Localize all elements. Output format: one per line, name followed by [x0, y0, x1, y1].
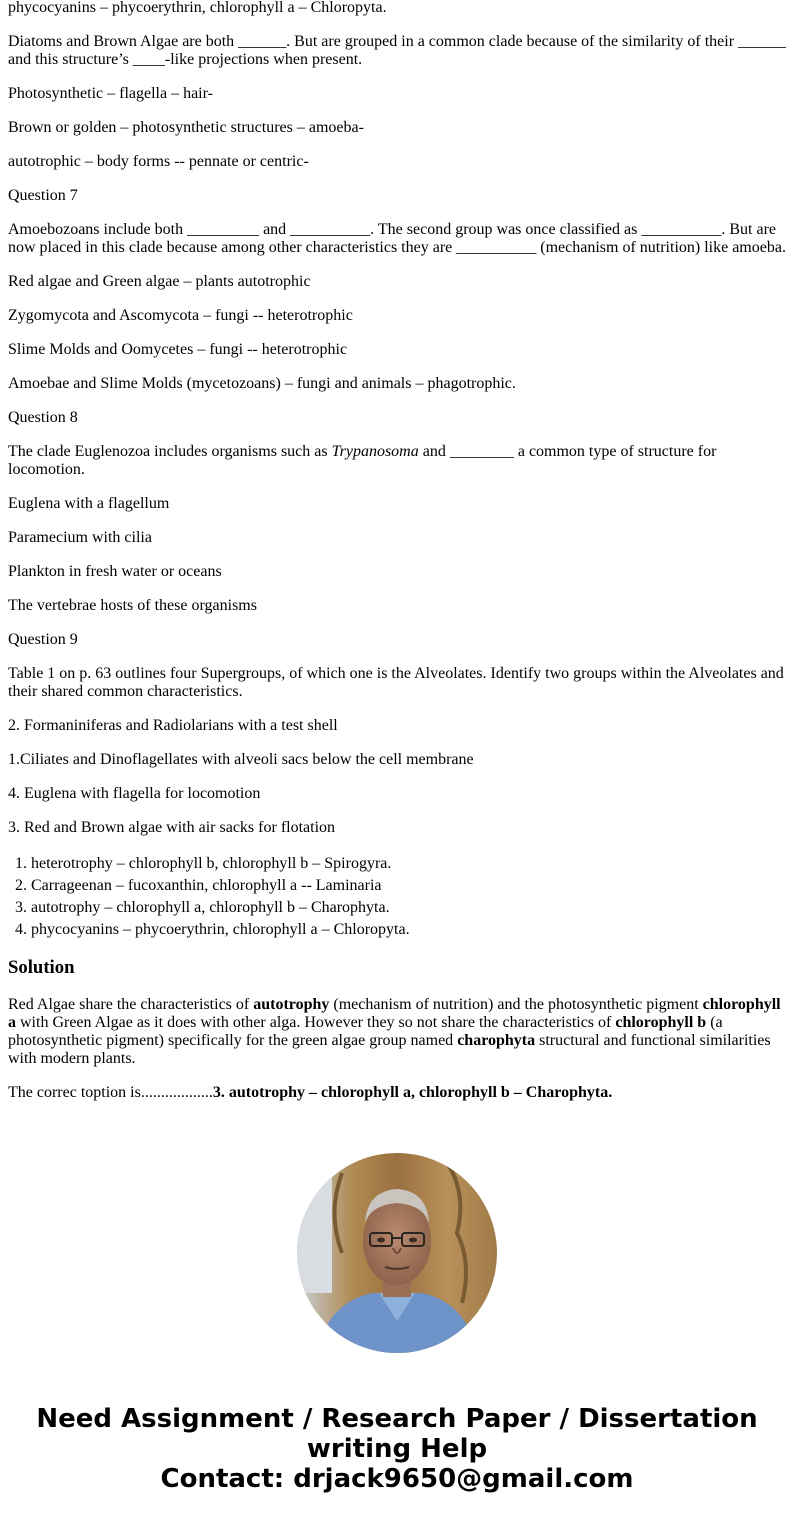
q8-option: Plankton in fresh water or oceans [8, 563, 222, 580]
q9-option: 3. Red and Brown algae with air sacks for flotation [8, 819, 336, 836]
solution-text: (a photosynthetic pigment) specifically for the green algae group named [8, 1014, 723, 1049]
q6-option: autotrophic – body forms -- pennate or centric- [8, 153, 309, 170]
document-body [8, 0, 788, 1118]
q9-option: 2. Formaniniferas and Radiolarians with a test shell [8, 717, 338, 734]
correct-option-label: The correc toption is.................. [8, 1084, 213, 1101]
solution-emphasis: autotrophy [253, 996, 330, 1013]
q7-question-text: Amoebozoans include both _________ and __________. The second group was once classified as __________. But are now placed in this clade because among other characteristics they are __________ (mechanism of nutrition) like amoeba. [8, 221, 786, 256]
promo-line-1: Need Assignment / Research Paper / Dissertation [36, 1404, 758, 1434]
q9-heading: Question 9 [8, 631, 78, 648]
answer-option: 3. autotrophy – chlorophyll a, chlorophyll b – Charophyta. [31, 897, 788, 919]
solution-emphasis: chlorophyll b [615, 1014, 707, 1031]
solution-text: structural and functional similarities with modern plants. [8, 1032, 771, 1067]
answer-option: 4. phycocyanins – phycoerythrin, chlorophyll a – Chloropyta. [31, 919, 788, 941]
answer-option: 1. heterotrophy – chlorophyll b, chlorophyll b – Spirogyra. [31, 853, 788, 875]
answer-options-list [8, 853, 788, 941]
q8-text-before: The clade Euglenozoa includes organisms such as [8, 443, 332, 460]
author-portrait-image [297, 1153, 497, 1353]
q6-option: Photosynthetic – flagella – hair- [8, 85, 213, 102]
q8-option: Paramecium with cilia [8, 529, 152, 546]
correct-option-line [8, 1084, 788, 1102]
q8-text-after: and ________ a common type of structure for locomotion. [8, 443, 717, 478]
promo-line-2: writing Help [306, 1434, 488, 1464]
author-avatar [297, 1153, 497, 1353]
q8-option: Euglena with a flagellum [8, 495, 170, 512]
solution-heading: Solution [8, 957, 75, 978]
q9-option: 4. Euglena with flagella for locomotion [8, 785, 261, 802]
q9-question-text: Table 1 on p. 63 outlines four Supergroups, of which one is the Alveolates. Identify two groups within the Alveolates and their shared common characteristics. [8, 665, 784, 700]
q7-option: Slime Molds and Oomycetes – fungi -- heterotrophic [8, 341, 348, 358]
solution-emphasis: charophyta [457, 1032, 536, 1049]
promo-contact: Contact: drjack9650@gmail.com [160, 1464, 634, 1494]
q8-question-text [8, 443, 788, 479]
q8-option: The vertebrae hosts of these organisms [8, 597, 257, 614]
q7-option: Amoebae and Slime Molds (mycetozoans) – fungi and animals – phagotrophic. [8, 375, 516, 392]
q9-option: 1.Ciliates and Dinoflagellates with alveoli sacs below the cell membrane [8, 751, 474, 768]
solution-explanation [8, 996, 788, 1068]
solution-text: with Green Algae as it does with other alga. However they so not share the characteristics of [16, 1014, 616, 1031]
answer-option: 2. Carrageenan – fucoxanthin, chlorophyll a -- Laminaria [31, 875, 788, 897]
q6-option: Brown or golden – photosynthetic structures – amoeba- [8, 119, 364, 136]
q8-text-italic: Trypanosoma [331, 443, 419, 460]
q7-heading: Question 7 [8, 187, 78, 204]
q6-option-4-prev: phycocyanins – phycoerythrin, chlorophyll a – Chloropyta. [8, 0, 387, 16]
q7-option: Zygomycota and Ascomycota – fungi -- heterotrophic [8, 307, 353, 324]
q6-question-text: Diatoms and Brown Algae are both ______. But are grouped in a common clade because of the similarity of their ______ and this structure’s ____-like projections when present. [8, 33, 787, 68]
promo-footer [0, 1404, 794, 1494]
solution-emphasis: chlorophyll a [8, 996, 781, 1031]
q7-option: Red algae and Green algae – plants autotrophic [8, 273, 311, 290]
q8-heading: Question 8 [8, 409, 78, 426]
solution-text: Red Algae share the characteristics of [8, 996, 254, 1013]
correct-option-answer: 3. autotrophy – chlorophyll a, chlorophyll b – Charophyta. [212, 1084, 613, 1101]
solution-text: (mechanism of nutrition) and the photosynthetic pigment [329, 996, 703, 1013]
